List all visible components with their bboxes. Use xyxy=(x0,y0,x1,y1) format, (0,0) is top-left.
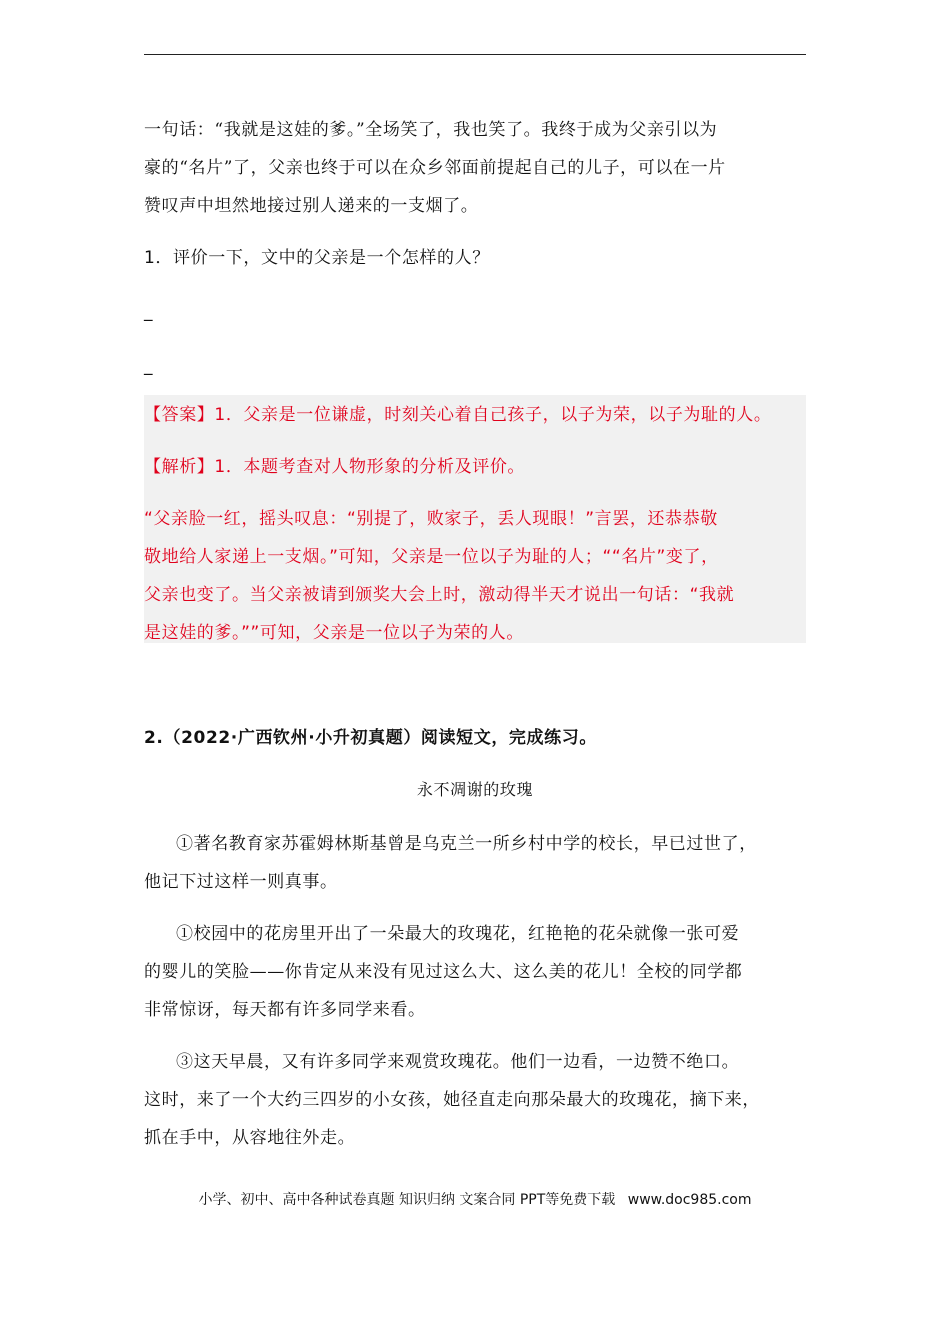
analysis-line-2: 敬地给人家递上一支烟。”可知，父亲是一位以子为耻的人；““名片”变了， xyxy=(144,547,719,567)
footer-site-link[interactable]: www.doc985.com xyxy=(627,1192,752,1208)
page-footer xyxy=(0,1189,950,1209)
paragraph-3-line-2: 这时，来了一个大约三四岁的小女孩，她径直走向那朵最大的玫瑰花，摘下来， xyxy=(144,1090,760,1110)
paragraph-2-line-1: ①校园中的花房里开出了一朵最大的玫瑰花，红艳艳的花朵就像一张可爱 xyxy=(176,924,740,944)
passage-line-1: 一句话：“我就是这娃的爹。”全场笑了，我也笑了。我终于成为父亲引以为 xyxy=(144,120,718,140)
paragraph-1-line-1: ①著名教育家苏霍姆林斯基曾是乌克兰一所乡村中学的校长，早已过世了， xyxy=(176,834,757,854)
paragraph-1-line-2: 他记下过这样一则真事。 xyxy=(144,872,338,892)
question-1: 1．评价一下，文中的父亲是一个怎样的人？ xyxy=(144,248,490,268)
paragraph-3-line-3: 抓在手中，从容地往外走。 xyxy=(144,1128,356,1148)
answer-text: 【答案】1．父亲是一位谦虚，时刻关心着自己孩子，以子为荣，以子为耻的人。 xyxy=(144,405,772,425)
paragraph-2-line-2: 的婴儿的笑脸——你肯定从来没有见过这么大、这么美的花儿！全校的同学都 xyxy=(144,962,743,982)
answer-blank-2: _ xyxy=(144,356,154,376)
footer-text: 小学、初中、高中各种试卷真题 知识归纳 文案合同 PPT等免费下载 xyxy=(198,1192,616,1208)
analysis-line-4: 是这娃的爹。””可知，父亲是一位以子为荣的人。 xyxy=(144,623,524,643)
passage-line-3: 赞叹声中坦然地接过别人递来的一支烟了。 xyxy=(144,196,479,216)
analysis-heading: 【解析】1．本题考查对人物形象的分析及评价。 xyxy=(144,457,526,477)
paragraph-3-line-1: ③这天早晨，又有许多同学来观赏玫瑰花。他们一边看，一边赞不绝口。 xyxy=(176,1052,740,1072)
question-2: 2.（2022·广西钦州·小升初真题）阅读短文，完成练习。 xyxy=(144,728,597,748)
story-title: 永不凋谢的玫瑰 xyxy=(416,780,534,799)
passage-line-2: 豪的“名片”了，父亲也终于可以在众乡邻面前提起自己的儿子，可以在一片 xyxy=(144,158,726,178)
answer-blank-1: _ xyxy=(144,302,154,322)
analysis-line-1: “父亲脸一红，摇头叹息：“别提了，败家子，丢人现眼！”言罢，还恭恭敬 xyxy=(144,509,718,529)
analysis-line-3: 父亲也变了。当父亲被请到颁奖大会上时，激动得半天才说出一句话：“我就 xyxy=(144,585,735,605)
paragraph-2-line-3: 非常惊讶，每天都有许多同学来看。 xyxy=(144,1000,426,1020)
header-rule xyxy=(144,54,806,55)
